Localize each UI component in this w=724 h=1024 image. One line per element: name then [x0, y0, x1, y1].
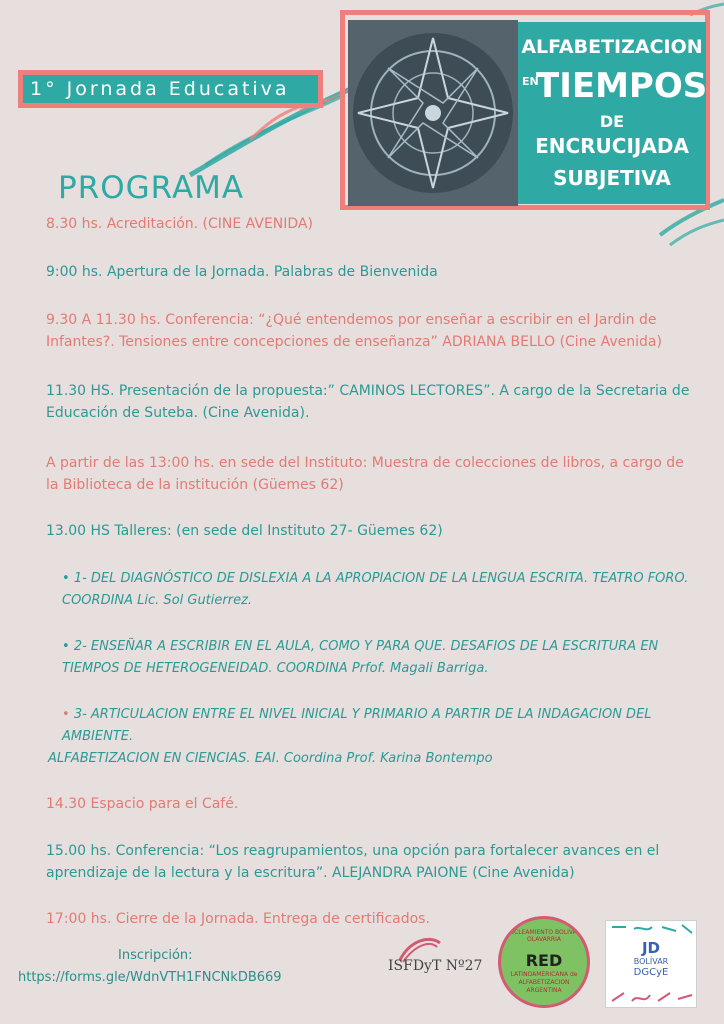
- title-line-5: SUBJETIVA: [553, 166, 671, 190]
- programa-heading: PROGRAMA: [58, 170, 245, 206]
- bullet-icon: •: [62, 571, 70, 586]
- event-title: [518, 22, 706, 204]
- taller-3-continuation: ALFABETIZACION EN CIENCIAS. EAI. Coordina Prof. Karina Bontempo: [48, 751, 493, 766]
- title-line-4: ENCRUCIJADA: [535, 134, 689, 158]
- jd-logo-title: JD: [641, 939, 661, 957]
- isfd-logo-text: ISFDyT Nº27: [388, 958, 483, 974]
- jd-logo-line-1: BOLÍVAR: [633, 957, 669, 966]
- taller-3-text: 3- ARTICULACION ENTRE EL NIVEL INICIAL Y PRIMARIO A PARTIR DE LA INDAGACION DEL AMBIENTE.: [62, 707, 652, 744]
- schedule-item-apertura: 9:00 hs. Apertura de la Jornada. Palabras de Bienvenida: [46, 264, 438, 280]
- schedule-item-talleres: 13.00 HS Talleres: (en sede del Instituto 27- Güemes 62): [46, 523, 443, 539]
- schedule-item-cafe: 14.30 Espacio para el Café.: [46, 796, 239, 812]
- taller-2-text: 2- ENSEÑAR A ESCRIBIR EN EL AULA, COMO Y PARA QUE. DESAFIOS DE LA ESCRITURA EN TIEMPOS DE HETEROGENEIDAD. COORDINA Prfof. Magali Barriga.: [62, 639, 659, 676]
- title-line-3: DE: [599, 112, 625, 131]
- bullet-icon: •: [62, 639, 70, 654]
- red-logo-name: RED: [525, 951, 563, 970]
- inscripcion-label: Inscripción:: [118, 948, 193, 963]
- taller-1-text: 1- DEL DIAGNÓSTICO DE DISLEXIA A LA APROPIACION DE LA LENGUA ESCRITA. TEATRO FORO. COORDINA Lic. Sol Gutierrez.: [62, 571, 689, 608]
- header-compass-image: [348, 20, 518, 206]
- bullet-icon: •: [62, 707, 70, 722]
- title-line-1: ALFABETIZACION: [521, 36, 703, 58]
- taller-3: [62, 704, 702, 748]
- inscripcion-link[interactable]: https://forms.gle/WdnVTH1FNCNkDB669: [18, 970, 282, 985]
- red-logo-sub: LATINOAMERICANA de ALFABETIZACION ARGENTINA: [510, 971, 578, 994]
- red-logo: [498, 916, 590, 1008]
- schedule-item-cierre: 17:00 hs. Cierre de la Jornada. Entrega de certificados.: [46, 911, 430, 927]
- jd-logo-line-2: DGCyE: [633, 967, 669, 978]
- jornada-label: 1° Jornada Educativa: [30, 78, 290, 100]
- schedule-item-muestra: A partir de las 13:00 hs. en sede del Instituto: Muestra de colecciones de libros, a cargo de la Biblioteca de la institución (Güemes 62): [46, 455, 684, 493]
- red-logo-top: NUCLEAMIENTO BOLIVAR-OLAVARRIA: [505, 929, 583, 943]
- schedule-item-caminos-lectores: 11.30 HS. Presentación de la propuesta:” CAMINOS LECTORES”. A cargo de la Secretaria de Educación de Suteba. (Cine Avenida).: [46, 383, 690, 421]
- schedule-item-conferencia-1: 9.30 A 11.30 hs. Conferencia: “¿Qué entendemos por enseñar a escribir en el Jardin de Infantes?. Tensiones entre concepciones de enseñanza” ADRIANA BELLO (Cine Avenida): [46, 312, 662, 350]
- title-line-2: TIEMPOS: [536, 66, 708, 106]
- schedule-item-acreditacion: 8.30 hs. Acreditación. (CINE AVENIDA): [46, 216, 313, 232]
- title-en: EN: [522, 75, 539, 88]
- schedule-item-conferencia-2: 15.00 hs. Conferencia: “Los reagrupamientos, una opción para fortalecer avances en el aprendizaje de la lectura y la escritura”. ALEJANDRA PAIONE (Cine Avenida): [46, 843, 660, 881]
- jd-bolivar-logo: [605, 920, 697, 1008]
- taller-1: [62, 568, 702, 612]
- taller-2: [62, 636, 702, 680]
